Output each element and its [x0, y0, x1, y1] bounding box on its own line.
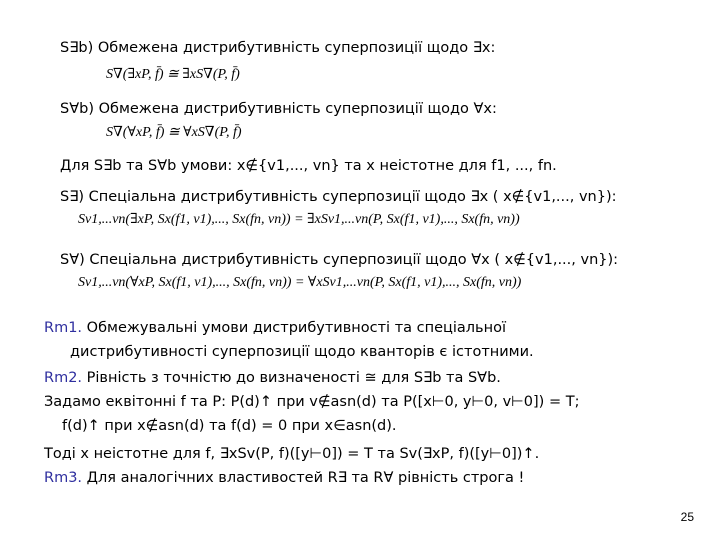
formula-s-forall: Sv1,...vn(∀xP, Sx(f1, v1),..., Sx(fn, vn)) = ∀xSv1,...vn(P, Sx(f1, v1),..., Sx(fn, vn)) [78, 275, 522, 290]
line-s-exists-b-heading: S∃b) Обмежена дистрибутивність суперпозиції щодо ∃x: [60, 40, 496, 56]
remark-2-line-2: Задамо еквітонні f та P: P(d)↑ при v∉asn(d) та P([x⊢0, y⊢0, v⊢0]) = T; [44, 394, 580, 410]
remark-1-line-1: Rm1. Обмежувальні умови дистрибутивності та спеціальної [44, 320, 506, 336]
remark-1-line-2: дистрибутивності суперпозиції щодо кванторів є істотними. [70, 344, 534, 360]
remark-label-rm2: Rm2. [44, 370, 83, 386]
remark-label-rm3: Rm3. [44, 470, 83, 486]
remark-label-rm1: Rm1. [44, 320, 83, 336]
formula-s-forall-b: S∇(∀xP, f̄) ≅ ∀xS∇(P, f̄) [106, 125, 242, 140]
remark-2-line-4: Тоді x неістотне для f, ∃xSv(P, f)([y⊢0]) = T та Sv(∃xP, f)([y⊢0])↑. [44, 446, 540, 462]
page-number: 25 [680, 510, 694, 524]
line-s-forall-heading: S∀) Спеціальна дистрибутивність суперпозиції щодо ∀x ( x∉{v1,..., vn}): [60, 252, 619, 268]
line-conditions: Для S∃b та S∀b умови: x∉{v1,..., vn} та x неістотне для f1, ..., fn. [60, 158, 557, 174]
remark-3-line: Rm3. Для аналогічних властивостей R∃ та R∀ рівність строга ! [44, 470, 525, 486]
line-s-forall-b-heading: S∀b) Обмежена дистрибутивність суперпозиції щодо ∀x: [60, 101, 497, 117]
remark-2-line-1: Rm2. Рівність з точністю до визначеності ≅ для S∃b та S∀b. [44, 370, 501, 386]
formula-s-exists: Sv1,...vn(∃xP, Sx(f1, v1),..., Sx(fn, vn)) = ∃xSv1,...vn(P, Sx(f1, v1),..., Sx(fn, vn)) [78, 212, 520, 227]
formula-s-exists-b: S∇(∃xP, f̄) ≅ ∃xS∇(P, f̄) [106, 67, 240, 82]
remark-2-line-3: f(d)↑ при x∉asn(d) та f(d) = 0 при x∈asn(d). [62, 418, 397, 434]
line-s-exists-heading: S∃) Спеціальна дистрибутивність суперпозиції щодо ∃x ( x∉{v1,..., vn}): [60, 189, 617, 205]
